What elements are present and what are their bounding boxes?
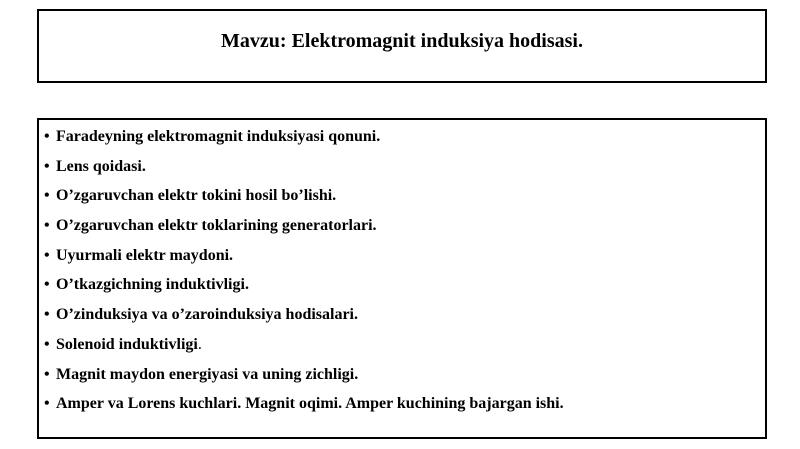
bullet-icon: • xyxy=(44,246,50,264)
bullet-icon: • xyxy=(44,187,50,205)
topic-text: Lens qoidasi. xyxy=(56,157,146,175)
topic-text: O’zgaruvchan elektr tokini hosil bo’lishi. xyxy=(56,187,337,205)
topic-text: O’tkazgichning induktivligi. xyxy=(56,276,249,294)
topic-suffix: . xyxy=(197,335,202,353)
bullet-icon: • xyxy=(44,128,50,145)
bullet-icon: • xyxy=(44,306,50,324)
topic-item xyxy=(44,122,564,152)
topic-item xyxy=(44,360,564,390)
bullet-icon: • xyxy=(44,335,50,353)
bullet-icon: • xyxy=(44,276,50,294)
topic-text: Uyurmali elektr maydoni. xyxy=(56,246,234,264)
bullet-icon: • xyxy=(44,217,50,235)
topic-text: O’zgaruvchan elektr toklarining generatorlari. xyxy=(56,217,377,235)
title-box xyxy=(37,9,767,83)
page-title: Mavzu: Elektromagnit induksiya hodisasi. xyxy=(221,30,583,52)
bullet-icon: • xyxy=(44,395,50,413)
topic-item xyxy=(44,300,564,330)
topic-list xyxy=(44,122,564,419)
topic-item xyxy=(44,211,564,241)
topic-item xyxy=(44,389,564,419)
topic-item xyxy=(44,270,564,300)
topic-text: Faradeyning elektromagnit induksiyasi qonuni. xyxy=(56,128,381,145)
bullet-icon: • xyxy=(44,365,50,383)
topic-item xyxy=(44,241,564,271)
topic-text: Magnit maydon energiyasi va uning zichligi. xyxy=(56,365,359,383)
topic-item xyxy=(44,181,564,211)
topic-text: Solenoid induktivligi xyxy=(56,335,198,353)
topic-text: O’zinduksiya va o’zaroinduksiya hodisalari. xyxy=(56,306,358,324)
bullet-icon: • xyxy=(44,157,50,175)
topics-box xyxy=(37,118,767,439)
topic-item xyxy=(44,152,564,182)
topic-text: Amper va Lorens kuchlari. Magnit oqimi. Amper kuchining bajargan ishi. xyxy=(56,395,564,413)
topic-item xyxy=(44,330,564,360)
